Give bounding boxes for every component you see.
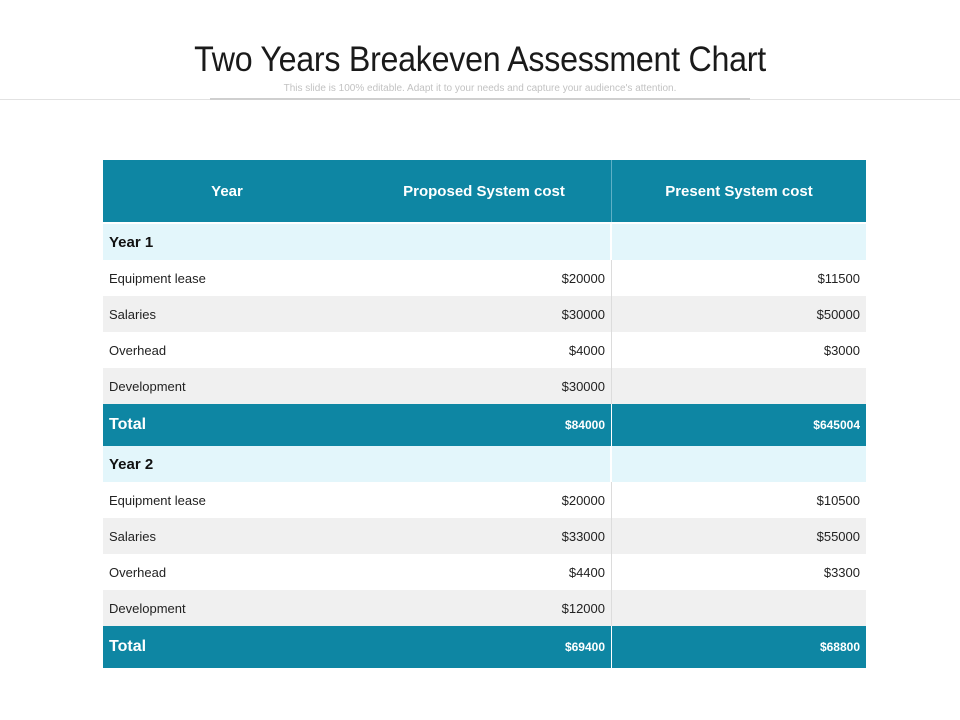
table-row xyxy=(103,482,866,518)
section-row-year-2 xyxy=(103,446,866,482)
item-label: Development xyxy=(109,600,186,616)
proposed-value: $4400 xyxy=(430,554,612,590)
table-row xyxy=(103,296,866,332)
header-present-cost: Present System cost xyxy=(665,182,813,200)
item-label: Equipment lease xyxy=(109,270,206,286)
present-value xyxy=(612,590,866,626)
section-label: Year 2 xyxy=(103,446,612,482)
present-value: $50000 xyxy=(816,306,860,322)
table-row xyxy=(103,518,866,554)
table-row xyxy=(103,554,866,590)
present-value: $3000 xyxy=(823,342,860,358)
item-label: Development xyxy=(109,378,186,394)
proposed-value: $4000 xyxy=(430,332,612,368)
present-value xyxy=(612,368,866,404)
section-empty-cell xyxy=(612,224,866,260)
total-proposed-value: $69400 xyxy=(430,626,612,668)
breakeven-table xyxy=(103,160,866,668)
proposed-value: $20000 xyxy=(430,260,612,296)
header-proposed-cost: Proposed System cost xyxy=(357,160,612,222)
present-value: $10500 xyxy=(816,492,860,508)
proposed-value: $30000 xyxy=(430,296,612,332)
present-value: $3300 xyxy=(823,564,860,580)
title-underline xyxy=(210,98,750,100)
table-row xyxy=(103,332,866,368)
header-year: Year xyxy=(211,182,243,200)
table-row xyxy=(103,260,866,296)
section-label: Year 1 xyxy=(103,224,612,260)
proposed-value: $20000 xyxy=(430,482,612,518)
total-row xyxy=(103,404,866,446)
proposed-value: $30000 xyxy=(430,368,612,404)
present-value: $55000 xyxy=(816,528,860,544)
item-label: Salaries xyxy=(109,306,156,322)
item-label: Equipment lease xyxy=(109,492,206,508)
item-label: Salaries xyxy=(109,528,156,544)
present-value: $11500 xyxy=(817,270,860,286)
item-label: Overhead xyxy=(109,342,167,358)
item-label: Overhead xyxy=(109,564,167,580)
proposed-value: $12000 xyxy=(430,590,612,626)
table-row xyxy=(103,590,866,626)
table-header xyxy=(103,160,866,222)
table-row xyxy=(103,368,866,404)
total-present-value: $68800 xyxy=(819,640,860,654)
section-row-year-1 xyxy=(103,224,866,260)
total-present-value: $645004 xyxy=(813,418,860,432)
page-title: Two Years Breakeven Assessment Chart xyxy=(194,40,766,79)
page-subtitle: This slide is 100% editable. Adapt it to your needs and capture your audience's attention. xyxy=(283,83,677,94)
total-label: Total xyxy=(109,638,147,655)
total-row xyxy=(103,626,866,668)
total-proposed-value: $84000 xyxy=(430,404,612,446)
section-empty-cell xyxy=(612,446,866,482)
total-label: Total xyxy=(109,416,147,433)
proposed-value: $33000 xyxy=(430,518,612,554)
